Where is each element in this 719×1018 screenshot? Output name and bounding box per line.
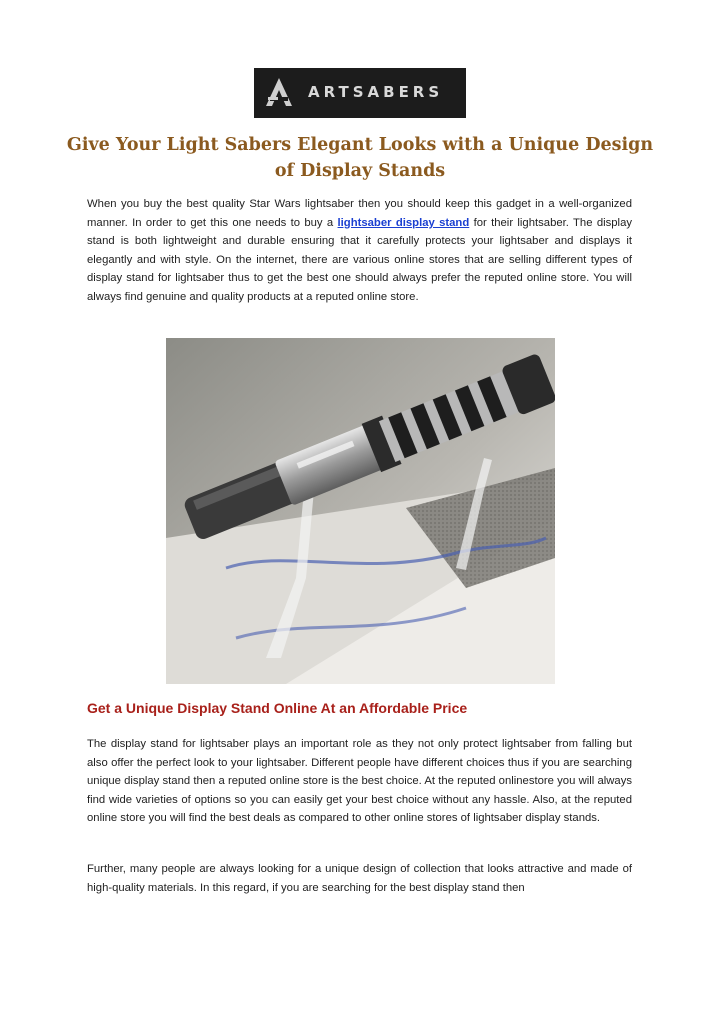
page-title: Give Your Light Sabers Elegant Looks with a Unique Design of Display Stands — [66, 135, 654, 181]
artsabers-logo — [254, 68, 466, 118]
body-paragraph-2: Further, many people are always looking for a unique design of collection that looks attractive and made of high-quality materials. In this regard, if you are searching for the best display stand then — [87, 863, 632, 894]
body-paragraph-1: The display stand for lightsaber plays an important role as they not only protect lightsaber from falling but also offer the perfect look to your lightsaber. Different people have different choices thus if you are searching unique display stand then a reputed online store is the best choice. At the reputed onlinestore you will always find wide varieties of options so you can easily get your best choice without any hassle. Also, at the reputed online store you will find the best deals as compared to other online stores of lightsaber display stands. — [87, 738, 632, 825]
intro-paragraph — [87, 195, 632, 307]
section-heading: Get a Unique Display Stand Online At an Affordable Price — [87, 700, 468, 716]
lightsaber-stand-photo — [166, 338, 555, 684]
intro-text-end: for their lightsaber. The display stand is both lightweight and durable ensuring that it carefully protects your lightsaber and displays it elegantly and with style. On the internet, there are various online stores that are selling different types of display stand for lightsaber thus to get the best one should always prefer the reputed online store. You will always find genuine and quality products at a reputed online store. — [87, 216, 632, 303]
logo-mark-icon — [264, 76, 294, 110]
lightsaber-display-stand-link[interactable]: lightsaber display stand — [337, 216, 470, 229]
logo-text: ARTSABERS — [308, 83, 444, 101]
intro-text-start: When you buy the best quality Star Wars lightsaber then you should keep this gadget in a well-organized manner. In order to get this one needs to buy a — [87, 198, 632, 229]
